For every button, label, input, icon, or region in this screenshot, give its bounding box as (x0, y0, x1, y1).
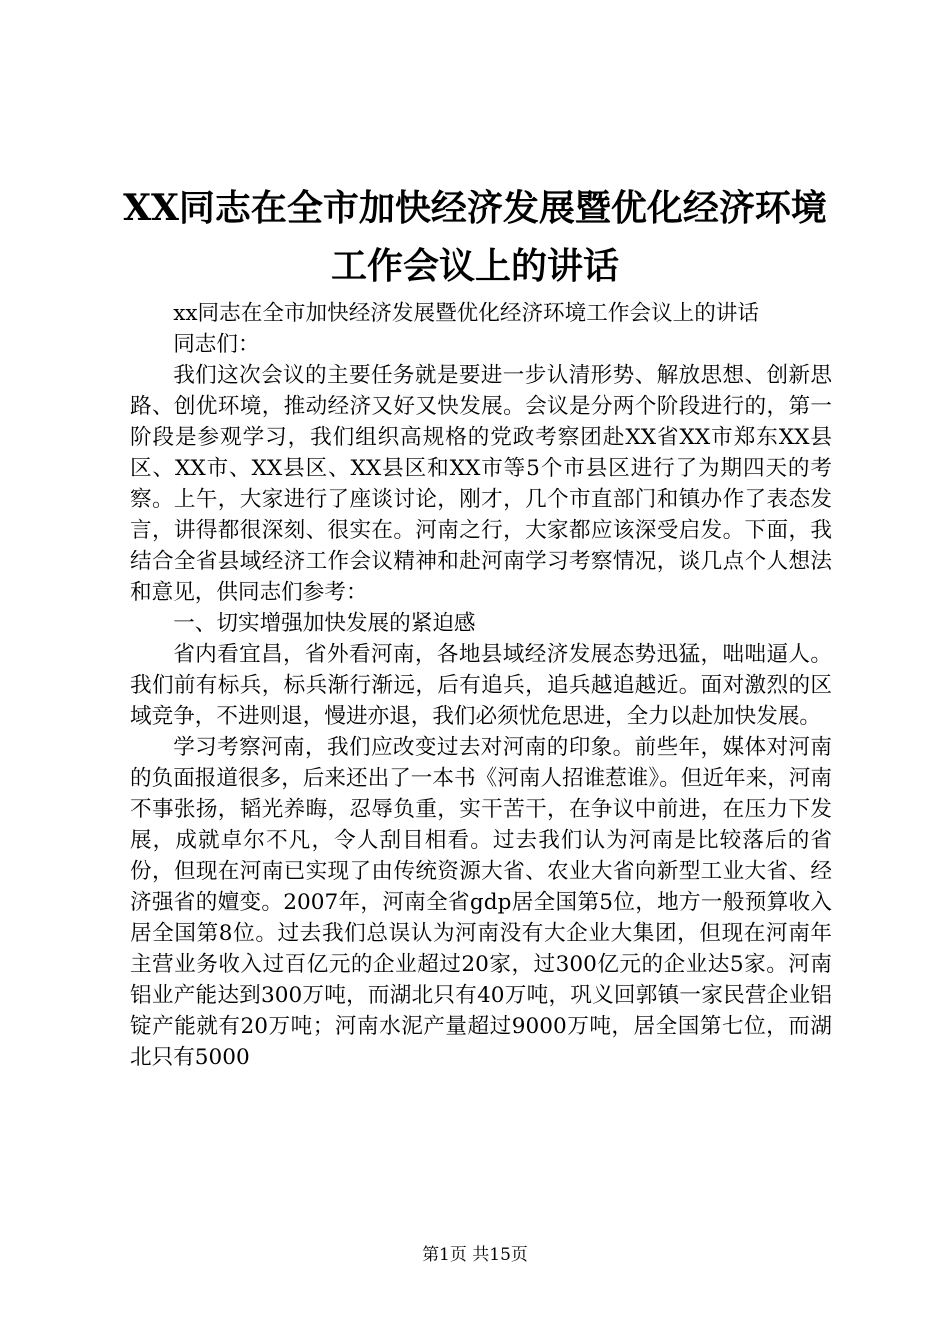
body-paragraph-henan: 学习考察河南，我们应改变过去对河南的印象。前些年，媒体对河南的负面报道很多，后来还出了一本书《河南人招谁惹谁》。但近年来，河南不事张扬，韬光养晦，忍辱负重，实干苦干，在争议中前进，在压力下发展，成就卓尔不凡，令人刮目相看。过去我们认为河南是比较落后的省份，但现在河南已实现了由传统资源大省、农业大省向新型工业大省、经济强省的嬗变。2007年，河南全省gdp居全国第5位，地方一般预算收入居全国第8位。过去我们总误认为河南没有大企业大集团，但现在河南年主营业务收入过百亿元的企业超过20家，过300亿元的企业达5家。河南铝业产能达到300万吨，而湖北只有40万吨，巩义回郭镇一家民营企业铝锭产能就有20万吨；河南水泥产量超过9000万吨，居全国第七位，而湖北只有5000 (130, 735, 832, 1070)
body-paragraph-intro: 我们这次会议的主要任务就是要进一步认清形势、解放思想、创新思路、创优环境，推动经济又好又快发展。会议是分两个阶段进行的，第一阶段是参观学习，我们组织高规格的党政考察团赴XX省XX市郑东XX县区、XX市、XX县区、XX县区和XX市等5个市县区进行了为期四天的考察。上午，大家进行了座谈讨论，刚才，几个市直部门和镇办作了表态发言，讲得都很深刻、很实在。河南之行，大家都应该深受启发。下面，我结合全省县域经济工作会议精神和赴河南学习考察情况，谈几点个人想法和意见，供同志们参考： (130, 363, 832, 605)
document-title-line-1: XX同志在全市加快经济发展暨优化经济环境 (123, 187, 827, 229)
body-paragraph-salutation: 同志们： (173, 332, 260, 357)
body-paragraph-urgency: 省内看宜昌，省外看河南，各地县域经济发展态势迅猛，咄咄逼人。我们前有标兵，标兵渐行渐远，后有追兵，追兵越追越近。面对激烈的区域竞争，不进则退，慢进亦退，我们必须忧危思进，全力以赴加快发展。 (130, 642, 832, 729)
document-body (130, 298, 832, 1073)
document-title-line-2: 工作会议上的讲话 (330, 245, 619, 287)
section-heading-1: 一、切实增强加快发展的紧迫感 (173, 611, 476, 636)
page-indicator: 第1页 共15页 (422, 1245, 528, 1265)
body-paragraph-heading: xx同志在全市加快经济发展暨优化经济环境工作会议上的讲话 (173, 301, 759, 326)
